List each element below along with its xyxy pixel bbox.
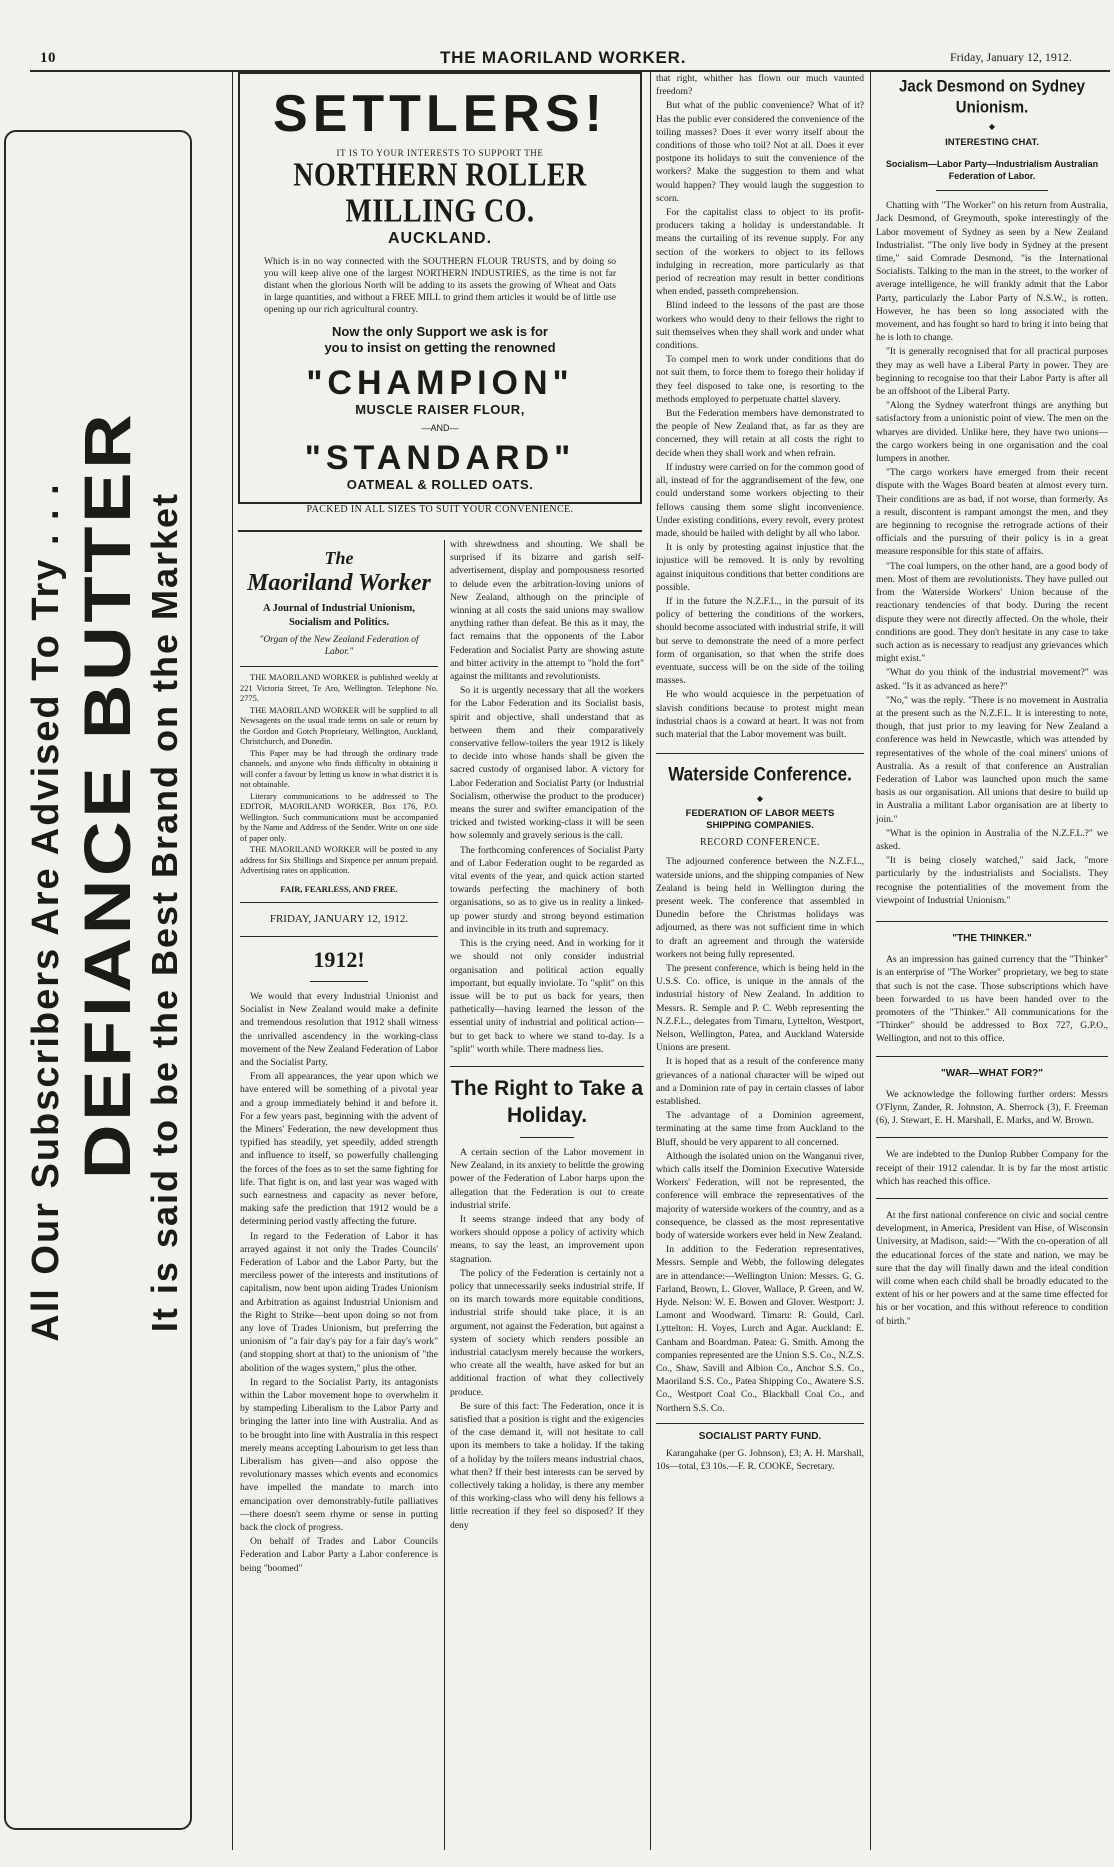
desmond-topics: Socialism—Labor Party—Industrialism Australian Federation of Labor.: [885, 159, 1099, 181]
divider: [876, 1198, 1108, 1199]
product-standard: "STANDARD": [304, 439, 576, 477]
waterside-paragraph: The adjourned conference between the N.Z.F.L., waterside unions, and the shipping companies of New Zealand is being held in Wellington during the present week. The conference that assembled in Dunedin before the Christmas holidays was adjourned, as there was not sufficient time in which to draft an agreement and through the waterside workers not being fully represented.: [656, 856, 864, 960]
column-waterside: [656, 72, 864, 1848]
editorial-heading: 1912!: [313, 946, 365, 972]
waterside-paragraph: The advantage of a Dominion agreement, terminating at the same time from Auckland to the Bluff, should be very apparent to all concerned.: [656, 1110, 864, 1148]
holiday-continued: Blind indeed to the lessons of the past are those workers who would deny to their fellows the right to suit themselves when they shall work and under what conditions.: [656, 300, 864, 352]
holiday-continued: For the capitalist class to object to its profit-producers taking a holiday is understandable. It means the curtailing of its revenue supply. For any section of the workers to object to its fellows indulging in recreation, more particularly as that period of recreation may result in better conditions when ended, passeth comprehension.: [656, 207, 864, 298]
column-rule: [444, 540, 445, 1850]
waterside-paragraph: In addition to the Federation representatives, Messrs. Semple and Webb, the following delegates are in attendance:—Wellington Union: Messrs. G. G. Farland, Brown, L. Glover, Wallace, P. Green, and W. Hyde. Nelson: W. E. Bowen and Glover. Westport: J. Lamont and Woodward. Timaru: R. Gould, Carl. Lyttelton: H. Voyes, Lurch and Agar. Auckland: E. Canham and Boardman. Patea: G. Smith. Among the companies represented are the Union S.S. Co., N.Z.S. Co., Shaw, Savill and Albion Co., Anchor S.S. Co., Maoriland S.S. Co., Patea Shipping Co., Awatere S.S. Co., Westport Coal Co., Blackball Coal Co., and Northern S.S. Co.: [656, 1244, 864, 1414]
divider: [520, 1137, 574, 1138]
divider: [240, 666, 438, 667]
column-desmond: [876, 72, 1108, 1848]
war-text: We acknowledge the following further orders: Messrs O'Flynn, Zander, R. Johnston, A. Sherrock (3), F. Freeman (6), J. Stewart, E. H. Marshall, E. Marks, and W. Brown.: [876, 1088, 1108, 1127]
holiday-continued: But what of the public convenience? What of it? Has the public ever considered the convenience of the toiling masses? Does it ever worry itself about the conditions of those who toil? Not at all. Does it ever postpone its holidays to suit the convenience of the workers? Make the suggestion to them and what would happen? They would laugh the suggestion to scorn.: [656, 100, 864, 204]
divider: [876, 921, 1108, 922]
nameplate-organ: "Organ of the New Zealand Federation of Labor.": [259, 635, 419, 657]
settlers-flour-ad: [238, 72, 642, 515]
motto: FAIR, FEARLESS, AND FREE.: [280, 883, 398, 894]
dunlop-text: We are indebted to the Dunlop Rubber Company for the receipt of their 1912 calendar. It is by far the most artistic which has reached this office.: [876, 1149, 1108, 1187]
page-number: 10: [40, 50, 56, 66]
settlers-company: NORTHERN ROLLER MILLING CO.: [293, 156, 587, 230]
info-paragraph: THE MAORILAND WORKER will be supplied to all Newsagents on the usual trade terms on sale or return by the Gordon and Gotch Proprietary, Wellington, Auckland, Christchurch, and Dunedin.: [240, 705, 438, 746]
waterside-heading: Waterside Conference.: [668, 763, 852, 786]
waterside-record: RECORD CONFERENCE.: [699, 837, 821, 849]
war-heading: "WAR—WHAT FOR?": [940, 1067, 1044, 1079]
settlers-headline: SETTLERS!: [273, 85, 607, 143]
thinker-heading: "THE THINKER.": [952, 932, 1032, 944]
column-rule: [232, 72, 233, 1850]
product-champion: "CHAMPION": [306, 364, 574, 402]
column-holiday: [450, 538, 644, 1848]
waterside-paragraph: It is hoped that as a result of the conference many grievances of a national character will be wiped out and a Dominion rate of pay in certain classes of labor established.: [656, 1056, 864, 1108]
holiday-continued: To compel men to work under conditions that do not suit them, to force them to forego their holiday if they feel disposed to take one, is resorting to the methods employed to perpetuate chattel slavery.: [656, 354, 864, 405]
info-paragraph: Literary communications to be addressed to The EDITOR, MAORILAND WORKER, Box 176, P.O. Wellington. Such communications must be accompanied by the Name and Address of the Sender. Write on one side of paper only.: [240, 791, 438, 843]
desmond-paragraph: "The cargo workers have emerged from their recent dispute with the Wages Board beaten at almost every turn. Their conditions are as bad, if not worse, than formerly. As a result, discontent is rampant amongst the men, and they are beginning to recognise the retrograde actions of their officials and the pursuing of their policy is in a great measure responsible for this state of affairs.: [876, 467, 1108, 558]
info-paragraph: This Paper may be had through the ordinary trade channels, and anyone who finds difficulty in obtaining it will confer a favour by letting us know in what district it is not obtainable.: [240, 748, 438, 789]
desmond-paragraph: "The coal lumpers, on the other hand, are a good body of men. Most of them are revolutionists. They have pulled out from the Waterside Workers' Union because of the reactionary tendencies of that body. During the recent dispute they were not directly affected. On the whole, their conditions are good. They don't hesitate in any case to take such action as is necessary to readjust any grievances which might exist.": [876, 560, 1108, 665]
masthead-date: Friday, January 12, 1912.: [950, 50, 1072, 64]
product-standard-sub: OATMEAL & ROLLED OATS.: [346, 477, 534, 492]
product-champion-sub: MUSCLE RAISER FLOUR,: [355, 402, 525, 417]
holiday-continued: But the Federation members have demonstrated to the people of New Zealand that, as far as they are concerned, they will retain at all costs the right to decide when they shall work and when refrain.: [656, 408, 864, 459]
desmond-heading: Jack Desmond on Sydney Unionism.: [899, 77, 1085, 117]
nameplate-subtitle-1: A Journal of Industrial Unionism,: [263, 603, 415, 614]
divider: [876, 1137, 1108, 1138]
editorial-continued: with shrewdness and shouting. We shall be surprised if its bizarre and garish self-advertisement, display and pompousness resorted to delude even the arbitration-loving unions of New Zealand, although on the principle of winning at all costs the said unions may swallow anything rather than defeat. Be this as it may, the fact remains that the opponents of the Labor Federation and Socialist Party are showing astute and bitter activity in the attempt to "hold the fort" against the militants and revolutionists.: [450, 539, 644, 683]
divider: [656, 753, 864, 754]
socialist-fund-text: Karangahake (per G. Johnson), £3; A. H. Marshall, 10s—total, £3 10s.—F. R. COOKE, Secretary.: [656, 1448, 864, 1473]
editorial-continued: The forthcoming conferences of Socialist Party and of Labor Federation ought to be regarded as vital events of the year, and quick action started towards perfecting the machinery of both organisations, so as to give us in reality a linked-up power sturdy and strong beyond estimation and invincible in its truth and supremacy.: [450, 844, 644, 935]
column-rule: [870, 72, 871, 1850]
socialist-fund-heading: SOCIALIST PARTY FUND.: [698, 1430, 822, 1442]
issue-date-line: FRIDAY, JANUARY 12, 1912.: [269, 912, 409, 925]
info-paragraph: THE MAORILAND WORKER will be posted to any address for Six Shillings and Sixpence per annum prepaid. Advertising rates on application.: [240, 845, 438, 875]
divider: [450, 1066, 644, 1067]
divider: [240, 902, 438, 903]
editorial-paragraph: We would that every Industrial Unionist and Socialist in New Zealand would make a definite and tremendous resolution that 1912 shall witness the unrivalled ascendency in the working-class movement of the New Zealand Federation of Labor and the Socialist Party.: [240, 990, 438, 1068]
desmond-paragraph: "What do you think of the industrial movement?" was asked. "Is it as advanced as here?": [876, 667, 1108, 692]
desmond-paragraph: "No," was the reply. "There is no movement in Australia at the present such as the N.Z.F.L. It is interesting to note, though, that just prior to my leaving for New Zealand a conference was held in Newcastle, which was attended by representatives of the whole of the coal miners' unions of Australia. As a result of that conference an Australian Federation of Labor was launched upon much the same basis as our organisation. All unions that desire to build up in Australia a militant Labor organisation are at liberty to join.": [876, 694, 1108, 825]
desmond-paragraph: "It is generally recognised that for all practical purposes they may as well have a Liberal Party in power. They are beginning to recognise too that their Labor Party is after all be an offshoot of the Liberal Party.: [876, 346, 1108, 398]
holiday-paragraph: It seems strange indeed that any body of workers should oppose a policy of activity which means, to say the least, an improvement upon stagnation.: [450, 1213, 644, 1265]
divider: [240, 936, 438, 937]
editorial-paragraph: On behalf of Trades and Labor Councils Federation and Labor Party a Labor conference is being "boomed": [240, 1536, 438, 1574]
divider: [876, 1056, 1108, 1057]
holiday-continued: He who would acquiesce in the perpetuation of slavish conditions because to protest might mean industrial chaos is a coward at heart. It was not from such material that the Labor movement was built.: [656, 689, 864, 740]
waterside-subheading: FEDERATION OF LABOR MEETS SHIPPING COMPANIES.: [685, 808, 835, 832]
divider: [936, 190, 1048, 191]
settlers-support-2: you to insist on getting the renowned: [324, 340, 556, 355]
holiday-continued: that right, whither has flown our much vaunted freedom?: [656, 73, 864, 98]
paper-title: THE MAORILAND WORKER.: [440, 48, 687, 67]
editorial-paragraph: From all appearances, the year upon which we have entered will be something of a pivotal year and a group immediately behind it and before it. For a few years past, beginning with the advent of the Miners' Federation, the new development thus typified has steadily, yet speedily, added strength and influence to itself, so powerfully challenging the forces of the foes as to set the same fighting for life. That fight is on, and last year was waged with such earnestness and capacity as never before, making safe the prediction that 1912 would be a determining period vastly affecting the future.: [240, 1071, 438, 1228]
settlers-body: Which is in no way connected with the SOUTHERN FLOUR TRUSTS, and by doing so you will keep alive one of the largest NORTHERN INDUSTRIES, as the time is not far distant when the glorious North will be adding to its assets the growing of Wheat and Oats in large quantities, and without a FREE MILL to grind them articles it would be of little use opening up our rich agricultural country.: [264, 257, 616, 315]
editorial-paragraph: In regard to the Federation of Labor it has arrayed against it not only the Trades Councils' Federation of Labor and the Labor Party, but the merciless power of the interests and institutions of capitalism, now bent upon aiding Trades Unionism and Arbitration as against Industrial Unionism and the Right to Strike—bent upon doing so not from any love of Trades Unionism, but preferring the unionism of "a fair day's pay for a fair day's work" (and stopping short at that) to the unionism of "the abolition of the wages system," plus the other.: [240, 1230, 438, 1374]
waterside-paragraph: The present conference, which is being held in the U.S.S. Co. office, is unique in the annals of the industrial history of New Zealand. In addition to Messrs. R. Semple and P. C. Webb representing the N.Z.F.L., delegates from Timaru, Lyttelton, Westport, Nelson, Wellington, Patea, and Auckland Waterside Unions are present.: [656, 962, 864, 1054]
waterside-paragraph: Although the isolated union on the Wanganui river, which calls itself the Dominion Executive Waterside Workers' Federation, will not be represented, the conference will embrace the representatives of the majority of waterside workers of the country, and as a consequence, be classed as the most representative body of waterside workers ever held in New Zealand.: [656, 1150, 864, 1242]
divider: [656, 1423, 864, 1424]
nameplate-subtitle-2: Socialism and Politics.: [288, 617, 390, 628]
divider: [310, 981, 368, 982]
info-paragraph: THE MAORILAND WORKER is published weekly at 221 Victoria Street, Te Aro, Wellington. Telephone No. 2775.: [240, 673, 438, 703]
settlers-and: —AND—: [421, 423, 459, 433]
settlers-support-1: Now the only Support we ask is for: [332, 324, 548, 339]
ad-bottom-rule: [238, 530, 642, 532]
publication-info: [240, 673, 438, 877]
holiday-paragraph: The policy of the Federation is certainly not a policy that unnecessarily seeks industrial strife. If on its march towards more equitable conditions, industrial strife should take place, it is an argument, not against the Federation, but against a system of society which renders possible an industrial cataclysm merely because the workers, who create all the wealth, have asked for but an additional fraction of what they collectively produce.: [450, 1267, 644, 1398]
defiance-butter-ad: [4, 130, 192, 1830]
holiday-paragraph: A certain section of the Labor movement in New Zealand, in its anxiety to belittle the growing power of the Federation of Labor harps upon the allegation that the Federation is out to create industrial strife.: [450, 1146, 644, 1211]
desmond-paragraph: "It is being closely watched," said Jack, "more particularly by the industrialists and Socialists. They recognise the potentialities of the movement from the viewpoint of Industrial Unionism.": [876, 855, 1108, 906]
editorial-continued: This is the crying need. And in working for it we should not only consider industrial organisation and political action equally important, but equally inviolate. To "split" on this issue will be to put us back for years, then pathetically—having learned the lesson of the essential unity of industrial and political action—but to get back to where we stand to-day. Is a "split" worth while. There madness lies.: [450, 938, 644, 1055]
desmond-subheading: INTERESTING CHAT.: [945, 137, 1039, 148]
ad-brand-defiance-butter: DEFIANCE BUTTER: [70, 410, 144, 1180]
column-editorial: [240, 548, 438, 1848]
settlers-intro: IT IS TO YOUR INTERESTS TO SUPPORT THE: [336, 148, 544, 158]
holiday-continued: If industry were carried on for the common good of all, instead of for the aggrandisement of the few, one could understand some workers objecting to their fellows causing them some slight inconvenience. Under existing conditions, every revolt, every protest made, should be hailed with delight by all who labor.: [656, 461, 864, 539]
holiday-continued: If in the future the N.Z.F.L., in the pursuit of its policy of bettering the conditions of the workers, should become associated with industrial strife, it will but serve to demonstrate the need of a more perfect form of organisation, so that when the strife does eventuate, success will be on the side of the toiling masses.: [656, 595, 864, 687]
nameplate-the: The: [324, 548, 354, 568]
ad-line-best-brand: It is said to be the Best Brand on the Market: [144, 491, 185, 1333]
thinker-text: As an impression has gained currency that the "Thinker" is an enterprise of "The Worker" proprietary, we beg to state that such is not the case. Those subscriptions which have been forwarded to us have been handed over to the promoters of the "Thinker." All communications for the "Thinker" should be addressed to Box 727, G.P.O., Wellington, and not to this office.: [876, 954, 1108, 1045]
settlers-packed: PACKED IN ALL SIZES TO SUIT YOUR CONVENIENCE.: [306, 504, 574, 515]
ornament: ◆: [756, 794, 764, 804]
column-rule: [650, 72, 651, 1850]
editorial-paragraph: In regard to the Socialist Party, its antagonists within the Labor movement hope to overwhelm it by stampeding Liberalism to the Labor Party and bringing the latter into line with Australia. And as to be brought into line with Australia in this respect merely means accepting Labourism to get less than Liberalism has given—and also oppose the revolutionary masses which events and economics have impelled the mandate to march into emancipation over demonstrably-futile palliatives—there doesn't seem rhyme or sense in putting back the clock of progress.: [240, 1376, 438, 1534]
settlers-city: AUCKLAND.: [387, 230, 493, 247]
ornament: ◆: [988, 122, 996, 131]
desmond-paragraph: "What is the opinion in Australia of the N.Z.F.L.?" we asked.: [876, 827, 1108, 852]
editorial-continued: So it is urgently necessary that all the workers for the Labor Federation and its Socialist basis, spirit and objective, shall understand that as between them and their comparatively conservative fellow-toilers the year 1912 is likely to decide into whose hands shall be given the sacred custody of organised labor. A victory for Labor Federation and Socialist Party (or Industrial Socialism, otherwise the product to the producer) means the surer and swifter emancipation of the tricked and twisted working-class it will be seen how solemnly and gravely serious is the call.: [450, 685, 644, 842]
holiday-continued: It is only by protesting against injustice that the injustice will be removed. It is only by revolting against iniquitous conditions that better conditions are possible.: [656, 542, 864, 593]
desmond-paragraph: Chatting with "The Worker" on his return from Australia, Jack Desmond, of Greymouth, spoke interestingly of the Labor movement of Sydney as seen by a New Zealand Industrialist. "The only live body in Sydney at the present time," said Comrade Desmond, "is the International Socialists. Talking to the man in the street, to the worker of average intelligence, he will frankly admit that the Labor Party, particularly the Labor Party of N.S.W., is rotten. However, he has been so long associated with the movement, and has fought so hard to bring it into being that he is loth to change.: [876, 200, 1108, 344]
ad-line-advised: All Our Subscribers Are Advised To Try . . .: [25, 482, 67, 1342]
conference-note-text: At the first national conference on civic and social centre development, in America, President van Hise, of Wisconsin University, at Madison, said:—"With the co-operation of all the educational forces of the state and nation, we may be sure that the day will finally dawn and the ideal condition will come when each child shall be broadly educated to the extent of his or her powers and at the same time effected for his or her vocation, and this without reference to condition of birth.": [876, 1210, 1108, 1327]
desmond-paragraph: "Along the Sydney waterfront things are anything but satisfactory from a unionistic point of view. The men on the wharves are divided. Unlike here, they have two unions—the cargo workers being in one organisation and the coal lumpers in another.: [876, 400, 1108, 465]
nameplate-title: Maoriland Worker: [247, 570, 431, 596]
holiday-paragraph: Be sure of this fact: The Federation, once it is satisfied that a position is right and the exigencies of the case demand it, will not hesitate to call upon its members to take a holiday. If the taking of a holiday by the toilers means industrial chaos, what then? If their best interests can be served by collectively taking a holiday, is there any member of this working-class who will deny his fellows a little recreation if they feel so disposed? If they deny: [450, 1400, 644, 1531]
holiday-heading: The Right to Take a Holiday.: [450, 1076, 644, 1127]
